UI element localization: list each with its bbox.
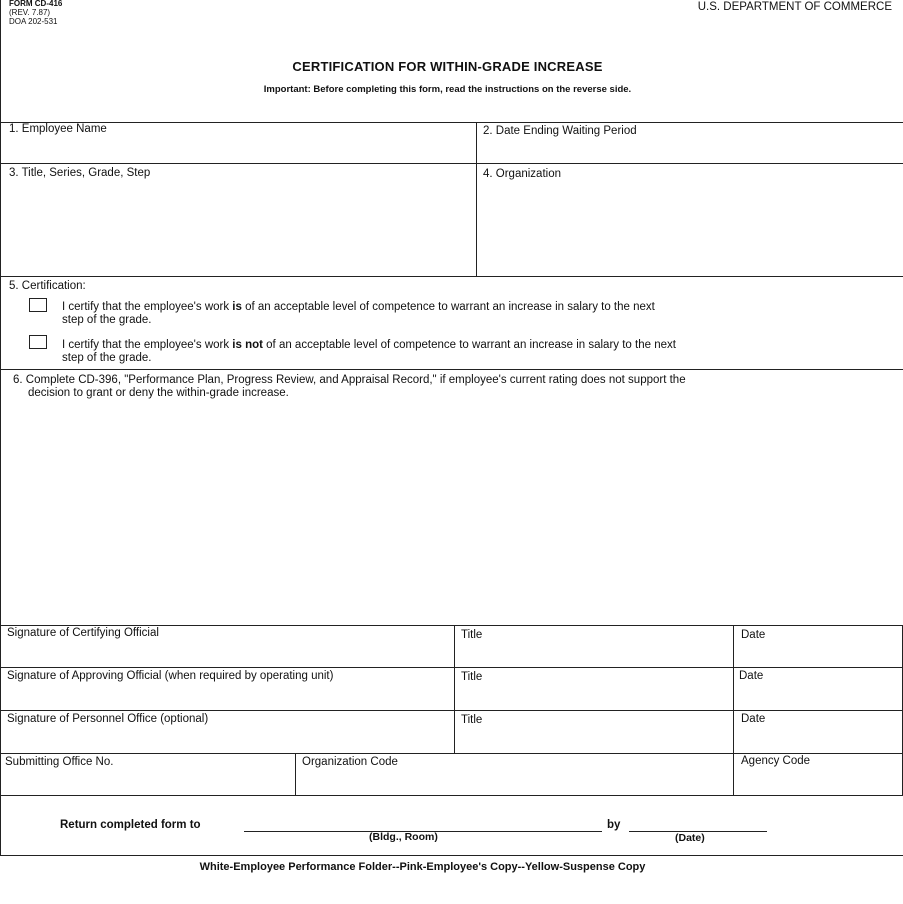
employee-name-field[interactable] xyxy=(4,138,470,160)
divider xyxy=(0,276,903,277)
return-by-label: by xyxy=(607,819,621,831)
personnel-title-field[interactable] xyxy=(458,729,729,750)
employee-name-label: 1. Employee Name xyxy=(9,123,107,135)
form-title: CERTIFICATION FOR WITHIN-GRADE INCREASE xyxy=(292,59,603,74)
approving-signature-field[interactable] xyxy=(4,685,450,707)
certifying-title-field[interactable] xyxy=(458,644,729,664)
certifying-date-label: Date xyxy=(741,629,766,641)
certifying-date-field[interactable] xyxy=(737,644,899,664)
divider xyxy=(0,369,903,370)
important-notice: Important: Before completing this form, read the instructions on the reverse side. xyxy=(263,84,632,95)
organization-field[interactable] xyxy=(480,183,898,272)
form-left-border xyxy=(0,0,1,856)
return-location-field[interactable] xyxy=(244,815,602,830)
divider xyxy=(476,122,477,276)
date-ending-field[interactable] xyxy=(480,140,898,160)
divider xyxy=(295,753,296,795)
divider xyxy=(0,753,903,754)
organization-code-field[interactable] xyxy=(299,771,729,792)
certify-is-not-suffix: of an acceptable level of competence to warrant an increase in salary to the next xyxy=(262,339,676,351)
certify-is-not-keyword: is not xyxy=(232,339,263,351)
form-revision: (REV. 7.87) xyxy=(9,8,51,17)
divider xyxy=(0,855,903,856)
title-series-label: 3. Title, Series, Grade, Step xyxy=(9,167,151,179)
form-prefix: FORM xyxy=(9,0,35,8)
divider xyxy=(0,163,903,164)
divider xyxy=(454,625,455,753)
divider xyxy=(0,625,903,626)
certifying-title-label: Title xyxy=(461,629,483,641)
divider xyxy=(0,667,903,668)
certify-is-prefix: I certify that the employee's work xyxy=(62,301,233,313)
return-date-field[interactable] xyxy=(629,815,767,830)
certify-is-not-text xyxy=(62,339,676,365)
organization-code-label: Organization Code xyxy=(302,756,398,768)
agency-code-label: Agency Code xyxy=(741,755,811,767)
certify-is-not-line2: step of the grade. xyxy=(62,352,152,364)
submitting-office-field[interactable] xyxy=(4,771,291,792)
organization-label: 4. Organization xyxy=(483,168,561,180)
certify-is-suffix: of an acceptable level of competence to warrant an increase in salary to the next xyxy=(241,301,655,313)
personnel-title-label: Title xyxy=(461,714,483,726)
divider xyxy=(0,122,903,123)
bldg-room-caption: (Bldg., Room) xyxy=(369,831,438,843)
certify-is-not-checkbox[interactable] xyxy=(29,335,47,349)
section6-line1: 6. Complete CD-396, "Performance Plan, Progress Review, and Appraisal Record," if employee's current rating does not support the xyxy=(13,374,686,386)
section6-comments-area[interactable] xyxy=(4,402,898,622)
certification-label: 5. Certification: xyxy=(9,280,86,292)
approving-date-label: Date xyxy=(739,670,764,682)
title-series-field[interactable] xyxy=(4,182,470,272)
section6-line2: decision to grant or deny the within-grade increase. xyxy=(28,387,289,399)
personnel-signature-field[interactable] xyxy=(4,728,450,750)
approving-date-field[interactable] xyxy=(737,686,899,707)
certify-is-text xyxy=(62,301,655,327)
date-ending-label: 2. Date Ending Waiting Period xyxy=(483,125,637,137)
certify-is-line2: step of the grade. xyxy=(62,314,152,326)
divider xyxy=(0,795,903,796)
certify-is-keyword: is xyxy=(232,301,242,313)
personnel-office-label: Signature of Personnel Office (optional) xyxy=(7,713,209,725)
approving-title-field[interactable] xyxy=(458,686,729,707)
divider xyxy=(733,625,734,795)
form-number xyxy=(9,0,62,8)
personnel-date-label: Date xyxy=(741,713,766,725)
return-label: Return completed form to xyxy=(60,819,201,831)
approving-title-label: Title xyxy=(461,671,483,683)
divider xyxy=(0,710,903,711)
personnel-date-field[interactable] xyxy=(737,729,899,750)
doa-number: DOA 202-531 xyxy=(9,17,58,26)
distribution-footer: White-Employee Performance Folder--Pink-Employee's Copy--Yellow-Suspense Copy xyxy=(199,861,646,873)
certify-is-checkbox[interactable] xyxy=(29,298,47,312)
form-number-value: CD-416 xyxy=(34,0,63,8)
certifying-official-label: Signature of Certifying Official xyxy=(7,627,159,639)
section6-text xyxy=(13,374,686,400)
approving-official-label: Signature of Approving Official (when required by operating unit) xyxy=(7,670,334,682)
agency-code-field[interactable] xyxy=(737,771,899,792)
department-name: U.S. DEPARTMENT OF COMMERCE xyxy=(697,1,892,13)
submitting-office-label: Submitting Office No. xyxy=(5,756,114,768)
date-caption: (Date) xyxy=(675,832,705,844)
certifying-signature-field[interactable] xyxy=(4,642,450,664)
certify-is-not-prefix: I certify that the employee's work xyxy=(62,339,233,351)
